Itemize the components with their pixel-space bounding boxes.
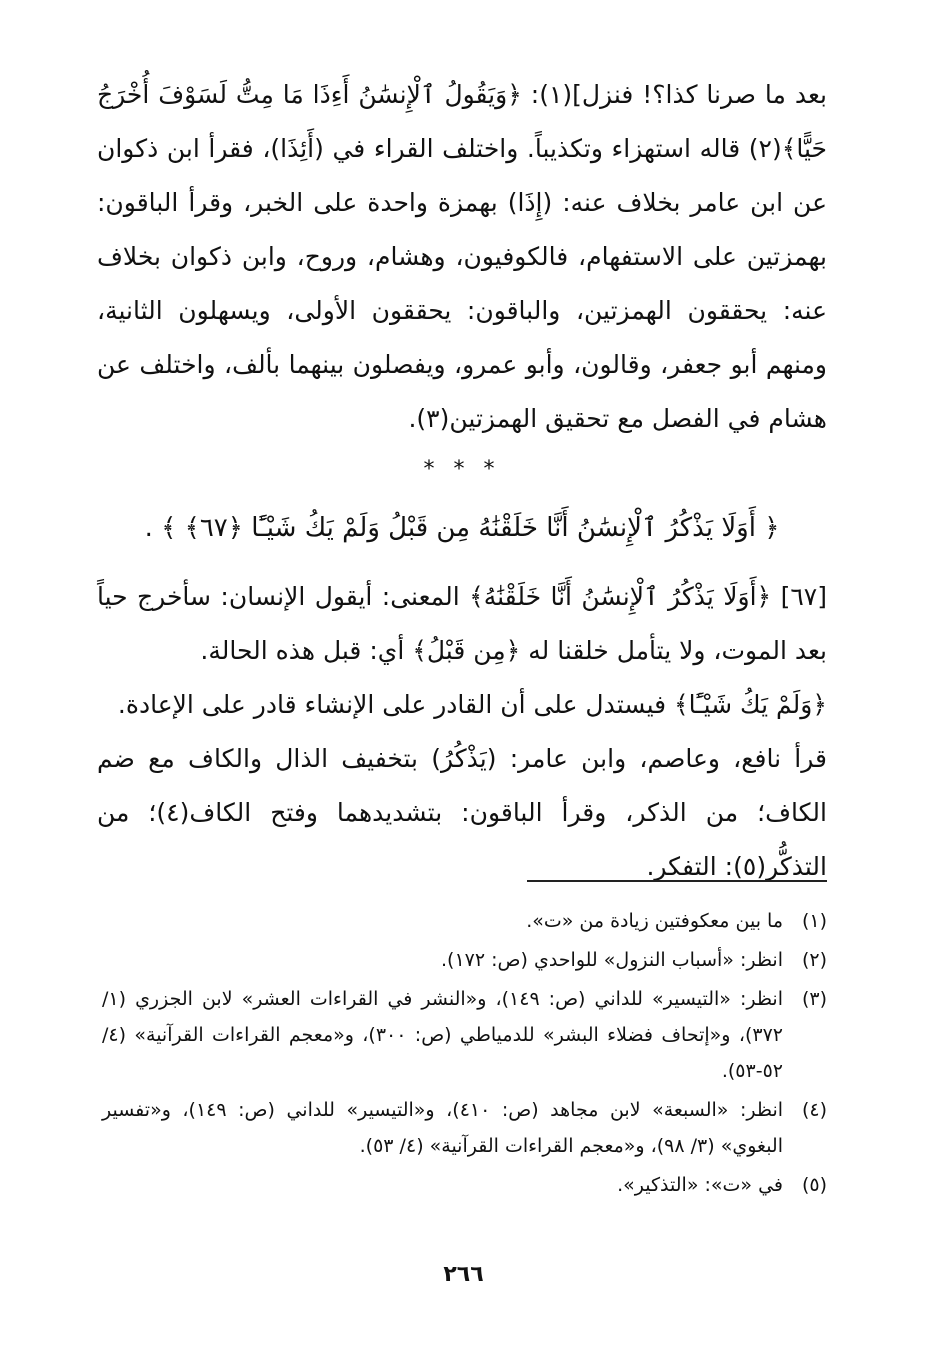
footnote-2 <box>102 942 827 978</box>
footnote-text: انظر: «السبعة» لابن مجاهد (ص: ٤١٠)، و«التيسير» للداني (ص: ١٤٩)، و«تفسير البغوي» (٣/ ٩٨)، و«معجم القراءات القرآنية» (٤/ ٥٣). <box>102 1099 784 1157</box>
footnote-number: (٢) <box>801 949 827 971</box>
footnote-separator-line <box>527 880 827 882</box>
footnote-number: (٤) <box>801 1099 827 1121</box>
footnote-text: انظر: «التيسير» للداني (ص: ١٤٩)، و«النشر في القراءات العشر» لابن الجزري (١/ ٣٧٢)، و«إتحاف فضلاء البشر» للدمياطي (ص: ٣٠٠)، و«معجم القراءات القرآنية» (٤/ ٥٢-٥٣). <box>102 988 783 1082</box>
footnote-number: (٣) <box>801 988 827 1010</box>
footnote-3 <box>102 981 827 1089</box>
paragraph-3: ﴿وَلَمْ يَكُ شَيْـًٔا﴾ فيستدل على أن القادر على الإنشاء قادر على الإعادة. <box>117 690 827 719</box>
page-number: ٢٦٦ <box>443 1262 484 1287</box>
quran-verse-heading: ﴿ أَوَلَا يَذْكُرُ ٱلْإِنسَٰنُ أَنَّا خَلَقْنَٰهُ مِن قَبْلُ وَلَمْ يَكُ شَيْـًٔا ﴿٦٧﴾ ﴾ . <box>144 513 780 543</box>
footnote-text: ما بين معكوفتين زيادة من «ت». <box>526 910 783 932</box>
footnotes <box>102 903 827 1206</box>
footnote-number: (١) <box>801 910 827 932</box>
paragraph-2: [٦٧] ﴿أَوَلَا يَذْكُرُ ٱلْإِنسَٰنُ أَنَّا خَلَقْنَٰهُ﴾ المعنى: أيقول الإنسان: سأخرج حياً بعد الموت، ولا يتأمل خلقنا له ﴿مِن قَبْلُ﴾ أي: قبل هذه الحالة. <box>97 582 827 665</box>
footnote-4 <box>102 1092 827 1164</box>
main-text <box>97 68 827 894</box>
footnote-text: في «ت»: «التذكير». <box>617 1174 783 1196</box>
section-separator-stars: * * * <box>423 457 501 482</box>
footnote-1 <box>102 903 827 939</box>
footnote-5 <box>102 1167 827 1203</box>
paragraph-1: بعد ما صرنا كذا؟! فنزل](١): ﴿وَيَقُولُ ٱلْإِنسَٰنُ أَءِذَا مَا مِتُّ لَسَوْفَ أُخْرَجُ حَيًّا﴾(٢) قاله استهزاء وتكذيباً. واختلف القراء في (أَئِذَا)، فقرأ ابن ذكوان عن ابن عامر بخلاف عنه: (إِذَا) بهمزة واحدة على الخبر، وقرأ الباقون: بهمزتين على الاستفهام، فالكوفيون، وهشام، وروح، وابن ذكوان بخلاف عنه: يحققون الهمزتين، والباقون: يحققون الأولى، ويسهلون الثانية، ومنهم أبو جعفر، وقالون، وأبو عمرو، ويفصلون بينهما بألف، واختلف عن هشام في الفصل مع تحقيق الهمزتين(٣). <box>97 80 827 433</box>
page-body <box>97 68 827 894</box>
paragraph-4: قرأ نافع، وعاصم، وابن عامر: (يَذْكُرُ) بتخفيف الذال والكاف مع ضم الكاف؛ من الذكر، وقرأ الباقون: بتشديدهما وفتح الكاف(٤)؛ من التذكُّر(٥): التفكر. <box>97 744 827 881</box>
footnote-text: انظر: «أسباب النزول» للواحدي (ص: ١٧٢). <box>441 949 783 971</box>
footnote-number: (٥) <box>801 1174 827 1196</box>
